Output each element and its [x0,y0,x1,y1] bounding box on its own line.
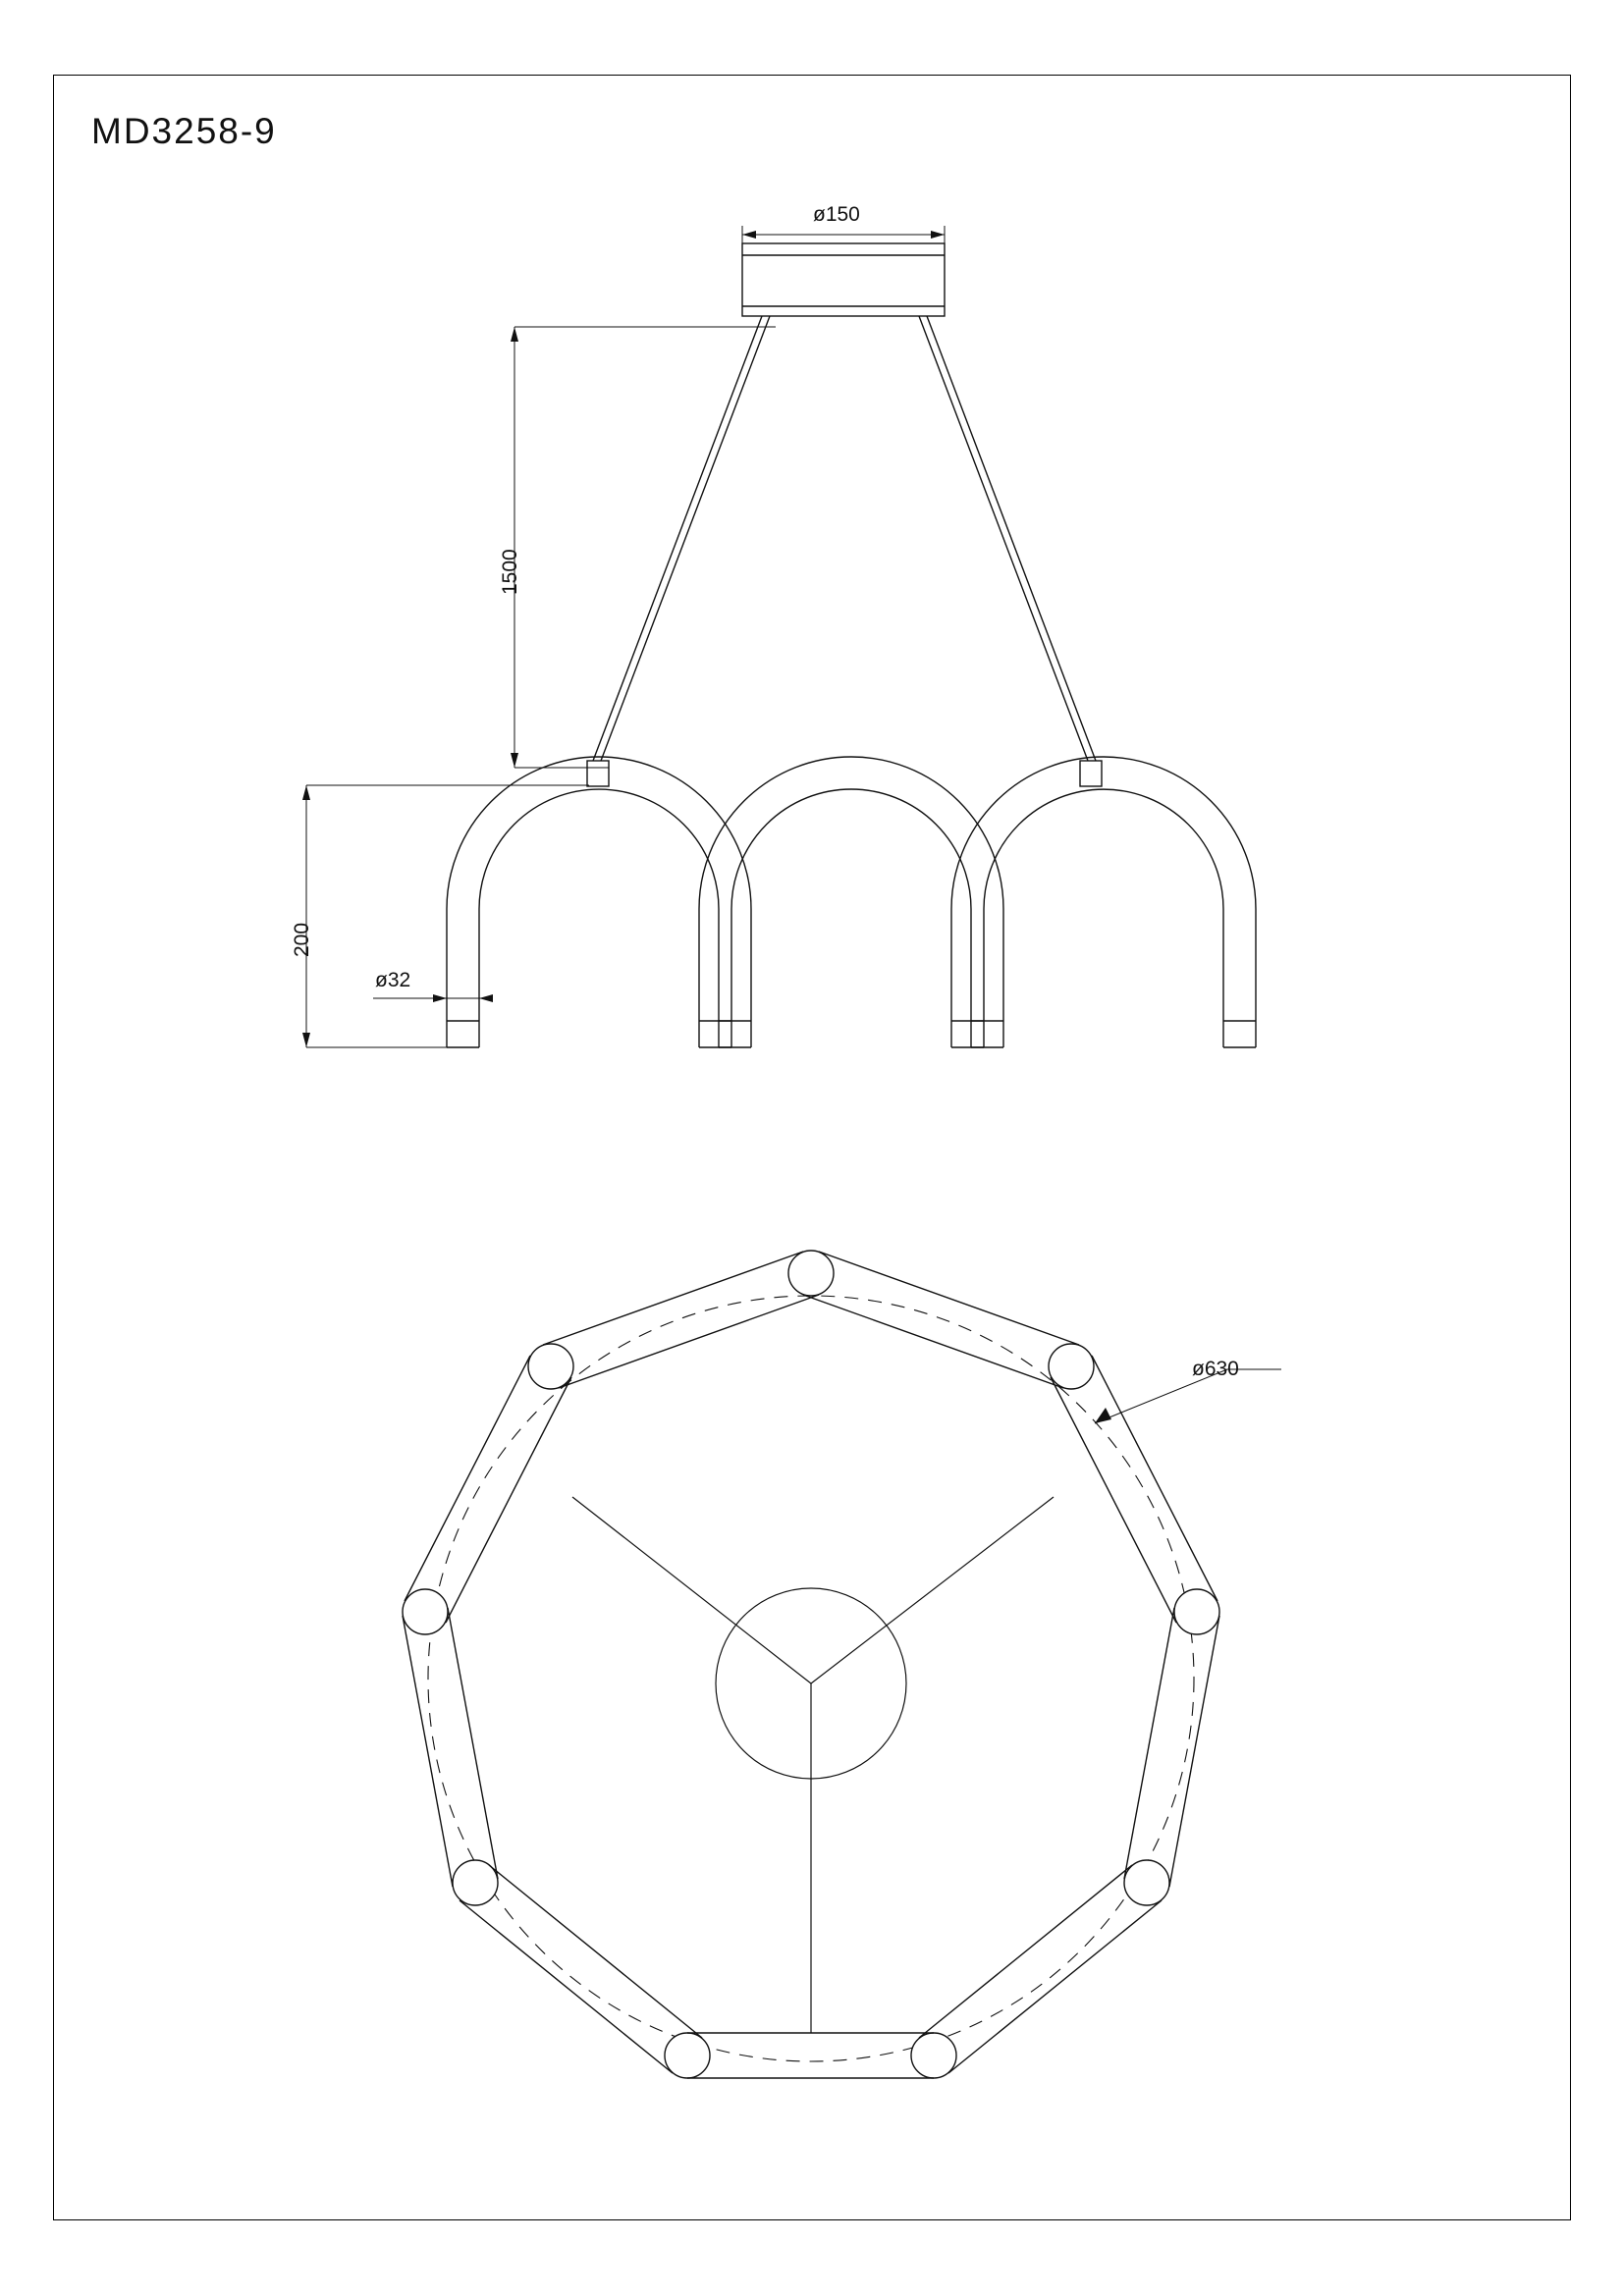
dim-label-suspension-height: 1500 [499,549,521,595]
dim-label-arc-height: 200 [291,922,313,957]
arched-tube-luminaire [447,757,1256,1047]
dim-arc-height [302,785,589,1047]
center-hub-and-spokes [572,1497,1054,2033]
dim-tube-diameter [373,994,493,1021]
ceiling-canopy [742,243,945,316]
dim-label-canopy-diameter: ø150 [813,203,860,226]
dim-suspension-height [511,327,776,768]
dim-label-overall-diameter: ø630 [1192,1358,1239,1380]
part-code-label: MD3258-9 [91,111,277,151]
suspension-cables [587,316,1102,786]
dim-label-tube-diameter: ø32 [375,969,411,991]
dim-canopy-diameter [742,226,945,243]
